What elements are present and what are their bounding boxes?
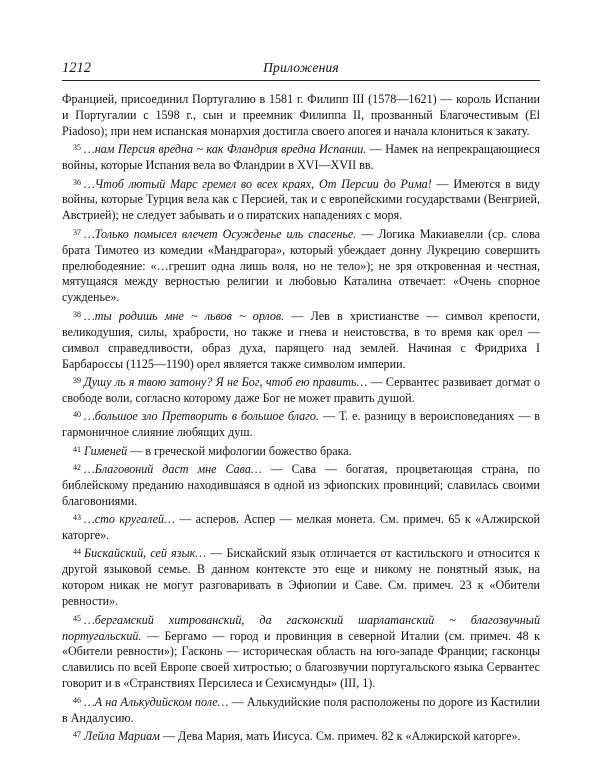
note-lemma: …А на Алькудийском поле… — [84, 694, 229, 709]
note-38 — [62, 307, 540, 373]
note-text: — Бергамо — город и провинция в северной Италии (см. примеч. 48 к «Обители ревности»); Гасконь — историческая область на юго-западе Франции; гасконцы славились по всей Европе своей хитростью; о благозвучии португальского языка Сервантес говорит и в «Странствиях Персилеса и Сехисмунды» (III, 1). — [62, 628, 540, 691]
note-number: 42 — [73, 462, 81, 472]
note-42 — [62, 460, 540, 510]
note-lemma: Гименей — [84, 443, 128, 458]
note-46 — [62, 693, 540, 727]
note-text: — Лев в христианстве — символ крепости, великодушия, силы, храбрости, но также и гнева и неистовства, в то время как орел — символ справедливости, образ духа, парящего над землей. Начиная с Фридриха I Барбароссы (1125—1190) орел является также символом империи. — [62, 308, 540, 371]
note-lemma: …нам Персия вредна ~ как Фландрия вредна Испании. — [84, 142, 367, 157]
note-lemma: …сто кругалей… — [84, 512, 175, 527]
note-number: 38 — [73, 309, 81, 319]
note-lemma: …Чтоб лютый Марс гремел во всех краях, От Персии до Рима! — [84, 176, 432, 191]
continuation-paragraph: Францией, присоединил Португалию в 1581 г. Филипп III (1578—1621) — король Испании и Португалии с 1598 г., сын и преемник Филиппа II, прозванный Благочестивым (El Piadoso); при нем испанская монархия достигла своего апогея и начала клониться к закату. — [62, 92, 540, 138]
note-lemma: …Благовоний даст мне Сава… — [84, 461, 262, 476]
page-header — [62, 58, 540, 81]
note-text: — Намек на непрекращающиеся войны, которые Испания вела во Фландрии в XVI—XVII вв. — [62, 142, 540, 173]
note-35 — [62, 140, 540, 174]
note-number: 41 — [73, 444, 81, 454]
running-head: Приложения — [263, 60, 339, 75]
note-47 — [62, 727, 540, 745]
note-text: — Сава — богатая, процветающая страна, по библейскому преданию находившаяся в одной из эфиопских провинций; славилась своими благовониями. — [62, 461, 541, 508]
page-number: 1212 — [62, 60, 91, 76]
note-text: — Имеются в виду войны, которые Турция вела как с Персией, так и с европейскими государствами (Венгрией, Австрией); не следует забывать и о пиратских нападениях с моря. — [62, 176, 541, 223]
note-text: — Логика Макиавелли (ср. слова брата Тимотео из комедии «Мандрагора», который убеждает донну Лукрецию совершить прелюбодеяние: «…грешит одна лишь воля, но не тело»); не зря откровенная и честная, мятущаяся между верностью религии и любовью Каталина отвечает: «Очень спорное сужденье». — [62, 226, 541, 305]
note-lemma: Душу ль я твою затону? Я не Бог, чтоб ею править… — [84, 374, 368, 389]
note-text: — в греческой мифологии божество брака. — [127, 443, 352, 458]
note-number: 47 — [73, 729, 81, 739]
note-39 — [62, 373, 540, 407]
note-45 — [62, 611, 540, 693]
note-lemma: …большое зло Претворить в большое благо. — [84, 409, 319, 424]
note-40 — [62, 407, 540, 441]
note-lemma: …бергамский хитрованский, да гасконский шарлатанский ~ благозвучный португальский. — [62, 612, 540, 643]
note-number: 35 — [73, 143, 81, 153]
note-number: 45 — [73, 613, 81, 623]
note-text: — Дева Мария, мать Иисуса. См. примеч. 82 к «Алжирской каторге». — [159, 728, 521, 743]
note-lemma: Лейла Мариам — [84, 728, 160, 743]
notes-body — [62, 92, 540, 745]
note-lemma: …ты родишь мне ~ львов ~ орлов. — [84, 308, 285, 323]
note-text: — Сервантес развивает догмат о свободе воли, согласно которому даже Бог не может править душой. — [62, 374, 540, 405]
note-44 — [62, 544, 540, 610]
note-text: — Т. е. разницу в вероисповеданиях — в гармоничное слияние любящих душ. — [62, 409, 540, 440]
note-number: 44 — [73, 547, 81, 557]
note-37 — [62, 225, 540, 307]
note-number: 43 — [73, 513, 81, 523]
notes-list — [62, 140, 540, 745]
note-43 — [62, 510, 540, 544]
note-text: — Бискайский язык отличается от кастильского и относится к другой языковой семье. В данном контексте это еще и никому не понятный язык, на котором никак не могут разговаривать в Эфиопии и Саве. См. примеч. 23 к «Обители ревности». — [62, 546, 540, 609]
note-text: — асперов. Аспер — мелкая монета. См. примеч. 65 к «Алжирской каторге». — [62, 512, 540, 543]
note-41 — [62, 442, 540, 460]
note-number: 36 — [73, 177, 81, 187]
note-number: 40 — [73, 410, 81, 420]
note-number: 37 — [73, 227, 81, 237]
note-number: 39 — [73, 375, 81, 385]
note-text: — Алькудийские поля расположены по дороге из Кастилии в Андалусию. — [62, 694, 541, 725]
note-lemma: Бискайский, сей язык… — [84, 546, 207, 561]
note-lemma: …Только помысел влечет Осужденье иль спасенье. — [84, 226, 357, 241]
note-number: 46 — [73, 695, 81, 705]
note-36 — [62, 175, 540, 225]
